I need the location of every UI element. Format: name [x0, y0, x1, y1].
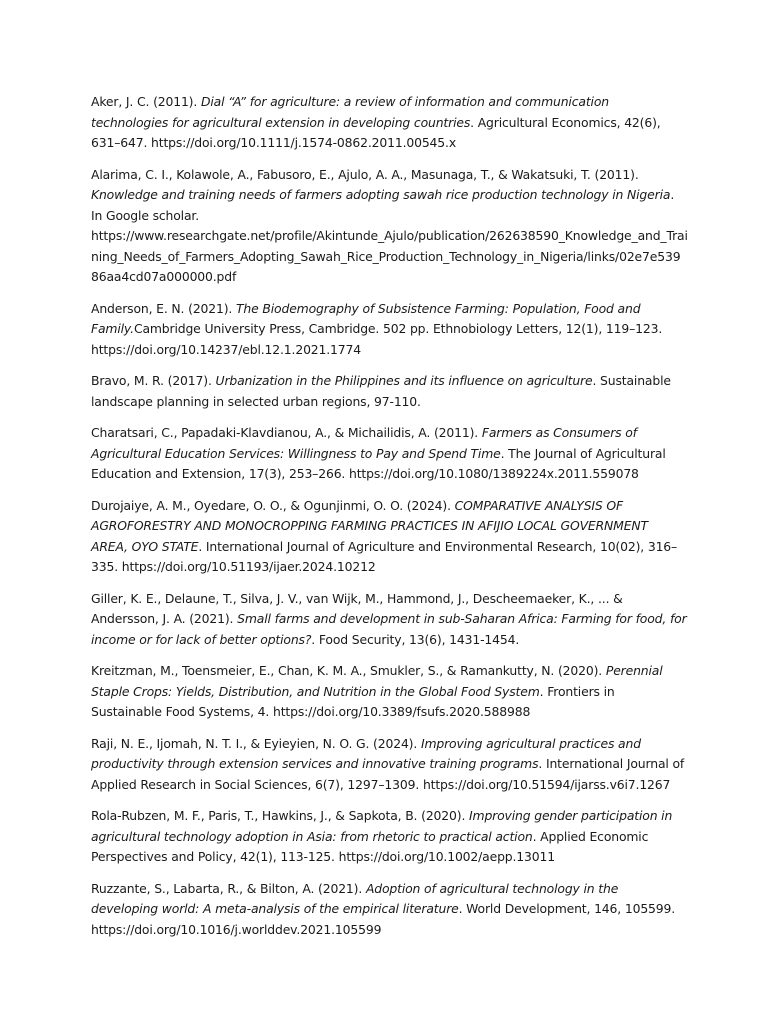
reference-entry	[91, 165, 688, 288]
reference-entry	[91, 299, 688, 361]
reference-title: Farmers as Consumers of Agricultural Education Services: Willingness to Pay and Spend Time	[91, 425, 637, 461]
reference-source: . World Development, 146, 105599.	[458, 901, 676, 916]
reference-title: COMPARATIVE ANALYSIS OF AGROFORESTRY AND MONOCROPPING FARMING PRACTICES IN AFIJIO LOCAL GOVERNMENT AREA, OYO STATE	[91, 497, 648, 554]
reference-authors: Aker, J. C. (2011).	[91, 94, 201, 109]
reference-source: Cambridge University Press, Cambridge. 502 pp. Ethnobiology Letters, 12(1), 119–123.	[133, 321, 663, 336]
reference-doi-link[interactable]: https://doi.org/10.51594/ijarss.v6i7.1267	[422, 776, 671, 792]
reference-entry	[91, 371, 688, 412]
reference-entry	[91, 496, 688, 578]
reference-source: . Sustainable landscape planning in selected urban regions, 97-110.	[91, 373, 671, 409]
reference-entry	[91, 734, 688, 796]
reference-title: Knowledge and training needs of farmers adopting sawah rice production technology in Nigeria	[91, 187, 671, 202]
reference-entry	[91, 879, 688, 941]
reference-entry	[91, 423, 688, 485]
reference-authors: Bravo, M. R. (2017).	[91, 373, 216, 388]
reference-doi-link[interactable]: https://doi.org/10.1016/j.worlddev.2021.105599	[91, 921, 382, 937]
reference-title: Small farms and development in sub-Saharan Africa: Farming for food, for income or for lack of better options?	[91, 611, 687, 647]
reference-authors: Ruzzante, S., Labarta, R., & Bilton, A. (2021).	[91, 880, 366, 896]
reference-title: Urbanization in the Philippines and its influence on agriculture	[215, 373, 593, 388]
reference-doi-link[interactable]: https://doi.org/10.1002/aepp.13011	[338, 849, 555, 864]
reference-source: . Frontiers in Sustainable Food Systems, 4.	[91, 683, 615, 719]
reference-url-link[interactable]: https://www.researchgate.net/profile/Akintunde_Ajulo/publication/262638590_Knowledge_and_Training_Needs_of_Farmers_Adopting_Sawah_Rice_Production_Technology_in_Nigeria/links/02e7e53986aa4cd07a000000.pdf	[91, 228, 688, 284]
reference-source: . In Google scholar.	[91, 187, 675, 223]
reference-entry	[91, 92, 688, 154]
reference-authors: Anderson, E. N. (2021).	[91, 300, 237, 316]
reference-source: . International Journal of Applied Research in Social Sciences, 6(7), 1297–1309.	[91, 756, 685, 792]
reference-title: Improving gender participation in agricultural technology adoption in Asia: from rhetoric to practical action	[91, 808, 673, 844]
reference-title: Improving agricultural practices and productivity through extension services and innovative training programs	[91, 735, 641, 771]
reference-title: Perennial Staple Crops: Yields, Distribution, and Nutrition in the Global Food System	[91, 663, 663, 699]
reference-authors: Raji, N. E., Ijomah, N. T. I., & Eyieyien, N. O. G. (2024).	[91, 735, 421, 751]
reference-authors: Giller, K. E., Delaune, T., Silva, J. V., van Wijk, M., Hammond, J., Descheemaeker, K., ... & Andersson, J. A. (2021).	[91, 590, 623, 626]
reference-authors: Durojaiye, A. M., Oyedare, O. O., & Ogunjinmi, O. O. (2024).	[91, 497, 455, 513]
reference-authors: Charatsari, C., Papadaki-Klavdianou, A., & Michailidis, A. (2011).	[91, 425, 482, 440]
reference-title: Dial “A” for agriculture: a review of information and communication technologies for agricultural extension in developing countries	[91, 94, 609, 130]
reference-authors: Alarima, C. I., Kolawole, A., Fabusoro, E., Ajulo, A. A., Masunaga, T., & Wakatsuki, T. (2011).	[91, 166, 639, 182]
reference-list	[91, 92, 688, 940]
reference-source: . The Journal of Agricultural Education and Extension, 17(3), 253–266.	[91, 445, 666, 481]
reference-doi-link[interactable]: https://doi.org/10.1080/1389224x.2011.559078	[349, 466, 639, 481]
reference-doi-link[interactable]: https://doi.org/10.1111/j.1574-0862.2011.00545.x	[151, 135, 456, 150]
reference-authors: Kreitzman, M., Toensmeier, E., Chan, K. M. A., Smukler, S., & Ramankutty, N. (2020).	[91, 663, 606, 678]
reference-title: The Biodemography of Subsistence Farming: Population, Food and Family.	[91, 300, 641, 336]
reference-source: . Agricultural Economics, 42(6), 631–647.	[91, 114, 661, 150]
reference-doi-link[interactable]: https://doi.org/10.3389/fsufs.2020.588988	[273, 704, 531, 719]
reference-entry	[91, 589, 688, 651]
reference-title: Adoption of agricultural technology in the developing world: A meta-analysis of the empirical literature	[91, 880, 619, 916]
reference-doi-link[interactable]: https://doi.org/10.51193/ijaer.2024.10212	[121, 559, 376, 574]
reference-doi-link[interactable]: https://doi.org/10.14237/ebl.12.1.2021.1774	[91, 341, 361, 357]
reference-entry	[91, 806, 688, 868]
reference-authors: Rola-Rubzen, M. F., Paris, T., Hawkins, J., & Sapkota, B. (2020).	[91, 808, 470, 823]
reference-entry	[91, 661, 688, 723]
reference-source: . International Journal of Agriculture and Environmental Research, 10(02), 316–335.	[91, 538, 678, 574]
reference-source: . Food Security, 13(6), 1431-1454.	[311, 631, 520, 647]
reference-source: . Applied Economic Perspectives and Policy, 42(1), 113-125.	[91, 828, 649, 864]
